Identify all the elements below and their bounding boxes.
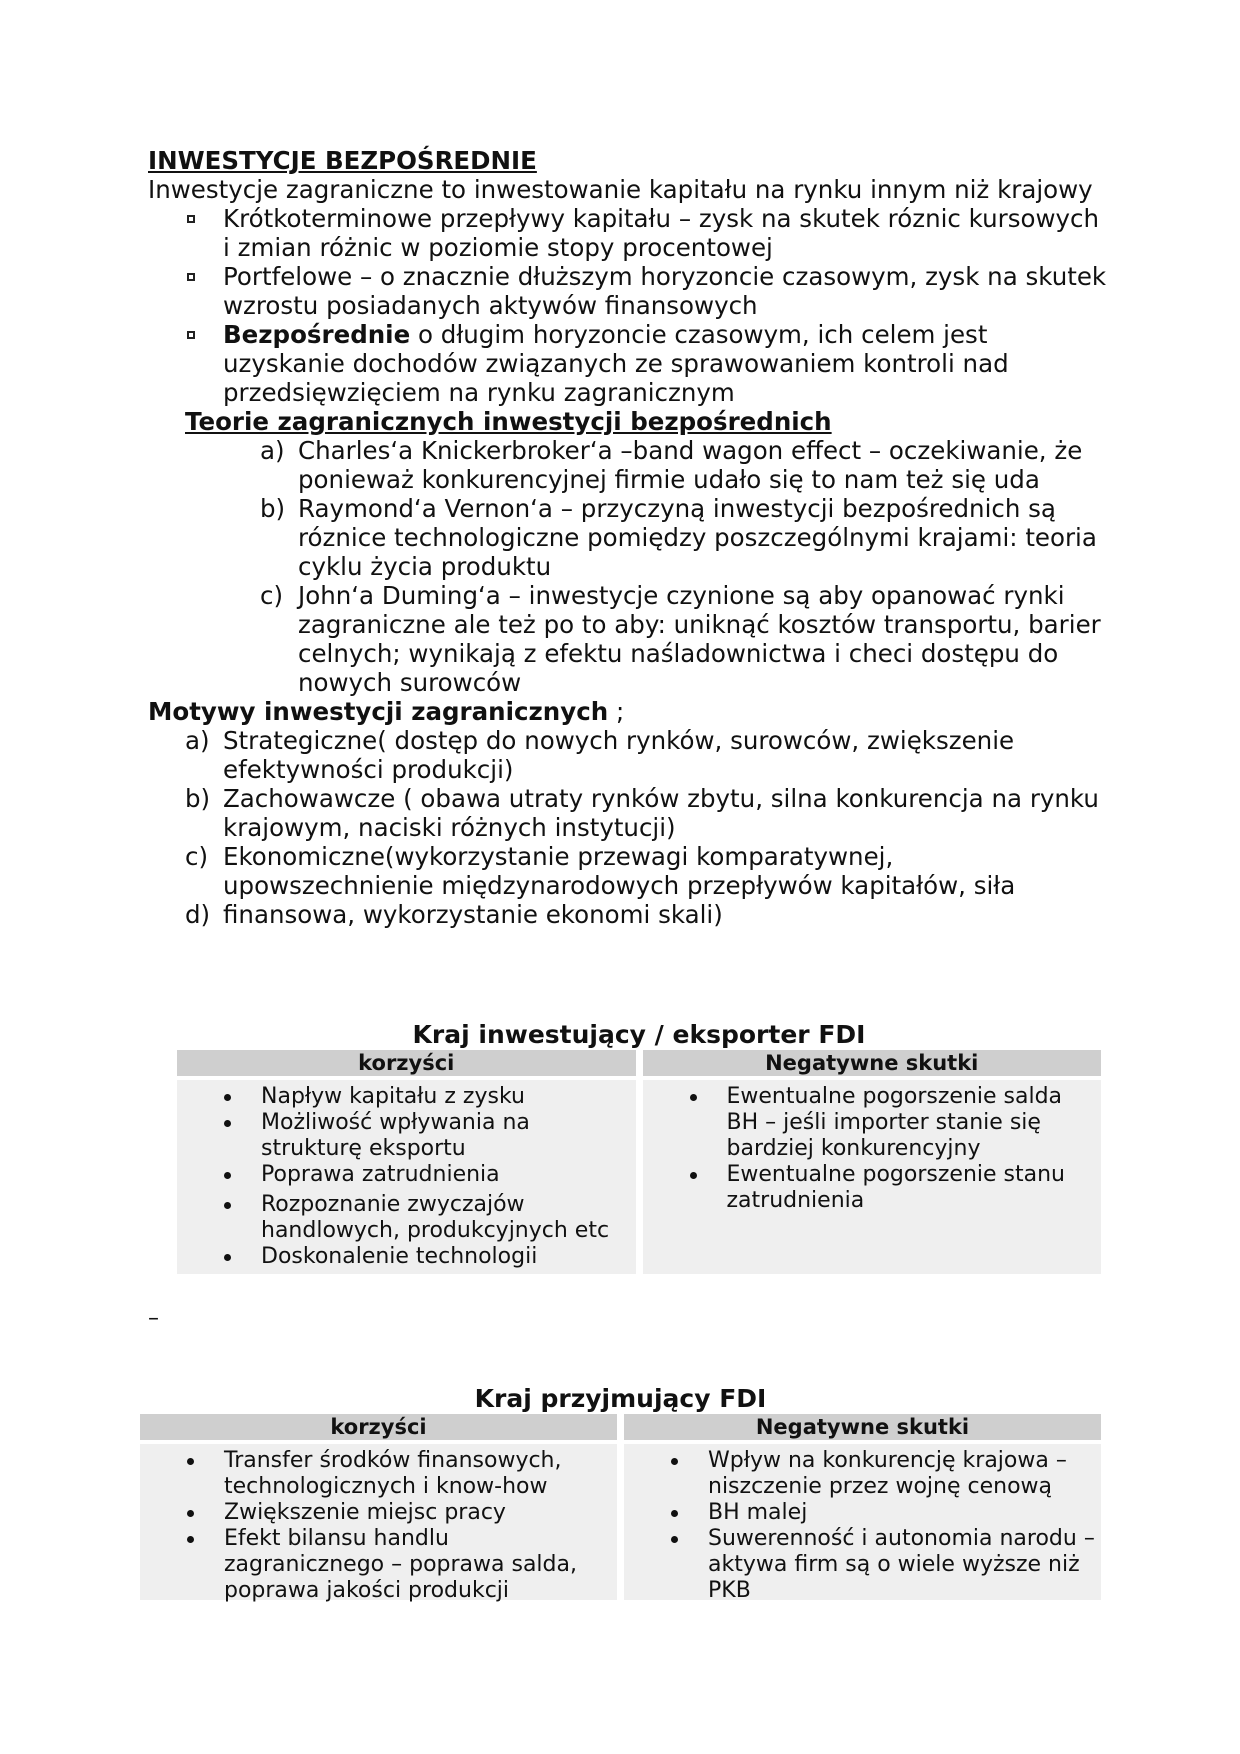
- negative-effects-column: [624, 1414, 1101, 1603]
- list-marker: b): [260, 494, 286, 523]
- list-item-text: Raymond‘a Vernon‘a – przyczyną inwestycji bezpośrednich są róznice technologiczne pomiędzy poszczególnymi krajami: teoria cyklu życia produktu: [298, 494, 1097, 581]
- motives-heading: [148, 697, 1108, 726]
- list-item: Efekt bilansu handlu zagranicznego – poprawa salda, poprawa jakości produkcji: [224, 1526, 613, 1604]
- list-item: Zwiększenie miejsc pracy: [224, 1500, 613, 1526]
- column-body: [624, 1444, 1101, 1603]
- column-body: [140, 1444, 617, 1603]
- list-item: [223, 262, 1108, 320]
- list-item: Suwerenność i autonomia narodu – aktywa firm są o wiele wyższe niż PKB: [708, 1526, 1097, 1604]
- table-title: Kraj przyjmujący FDI: [474, 1384, 767, 1413]
- list-item: Napływ kapitału z zysku: [261, 1084, 632, 1110]
- list-item: Ewentualne pogorszenie stanu zatrudnienia: [727, 1162, 1098, 1214]
- list-item-text: o długim horyzoncie czasowym, ich celem jest uzyskanie dochodów związanych ze sprawowaniem kontroli nad przedsięwzięciem na rynku zagranicznym: [223, 320, 1009, 407]
- list-item: [260, 581, 1108, 697]
- motives-list: [148, 726, 1108, 929]
- list-marker: c): [185, 842, 209, 871]
- list-item-text: Ekonomiczne(wykorzystanie przewagi komparatywnej, upowszechnienie międzynarodowych przepływów kapitałów, siła: [223, 842, 1016, 900]
- column-body: [177, 1080, 636, 1274]
- benefits-list: [177, 1084, 632, 1270]
- list-item-text: finansowa, wykorzystanie ekonomi skali): [223, 900, 723, 929]
- host-fdi-table: [140, 1384, 1101, 1603]
- exporter-fdi-table: [177, 1020, 1101, 1274]
- list-item: [185, 842, 1108, 900]
- benefits-column: [177, 1050, 636, 1274]
- list-item-bold: Bezpośrednie: [223, 320, 411, 349]
- list-item: [185, 900, 1108, 929]
- list-item: Rozpoznanie zwyczajów handlowych, produkcyjnych etc: [261, 1192, 632, 1244]
- benefits-list: [140, 1448, 613, 1604]
- theories-list: [148, 436, 1108, 697]
- negative-effects-list: [624, 1448, 1097, 1604]
- table: [140, 1414, 1101, 1603]
- intro-paragraph: Inwestycje zagraniczne to inwestowanie kapitału na rynku innym niż krajowy: [148, 175, 1093, 204]
- list-item-text: Zachowawcze ( obawa utraty rynków zbytu, silna konkurencja na rynku krajowym, naciski różnych instytucji): [223, 784, 1099, 842]
- list-item-text: Strategiczne( dostęp do nowych rynków, surowców, zwiększenie efektywności produkcji): [223, 726, 1015, 784]
- list-item: Poprawa zatrudnienia: [261, 1162, 632, 1188]
- list-item: Doskonalenie technologii: [261, 1244, 632, 1270]
- document-body: [148, 146, 1108, 929]
- column-header: Negatywne skutki: [624, 1414, 1101, 1440]
- theories-heading: Teorie zagranicznych inwestycji bezpośrednich: [185, 407, 832, 436]
- column-body: [643, 1080, 1102, 1274]
- list-marker: d): [185, 900, 211, 929]
- motives-heading-suffix: ;: [608, 697, 625, 726]
- column-header: korzyści: [177, 1050, 636, 1076]
- benefits-column: [140, 1414, 617, 1603]
- list-marker: a): [185, 726, 210, 755]
- table-title: Kraj inwestujący / eksporter FDI: [412, 1020, 866, 1049]
- page-title: INWESTYCJE BEZPOŚREDNIE: [148, 146, 537, 175]
- list-item-text: Krótkoterminowe przepływy kapitału – zysk na skutek róznic kursowych i zmian różnic w poziomie stopy procentowej: [223, 204, 1099, 262]
- negative-effects-column: [643, 1050, 1102, 1274]
- list-item: [223, 320, 1108, 407]
- list-marker: b): [185, 784, 211, 813]
- list-item: Wpływ na konkurencję krajowa – niszczenie przez wojnę cenową: [708, 1448, 1097, 1500]
- column-header: korzyści: [140, 1414, 617, 1440]
- list-item: [260, 436, 1108, 494]
- list-item: Transfer środków finansowych, technologicznych i know-how: [224, 1448, 613, 1500]
- negative-effects-list: [643, 1084, 1098, 1214]
- motives-heading-text: Motywy inwestycji zagranicznych: [148, 697, 609, 726]
- list-marker: c): [260, 581, 284, 610]
- list-item-text: Portfelowe – o znacznie dłuższym horyzoncie czasowym, zysk na skutek wzrostu posiadanych aktywów finansowych: [223, 262, 1107, 320]
- list-item: [223, 204, 1108, 262]
- list-item: Możliwość wpływania na strukturę eksportu: [261, 1110, 632, 1162]
- list-item: [185, 726, 1108, 784]
- list-item-text: John‘a Duming‘a – inwestycje czynione są aby opanować rynki zagraniczne ale też po to aby: uniknąć kosztów transportu, barier celnych; wynikają z efektu naśladownictwa i checi dostępu do nowych surowców: [298, 581, 1101, 697]
- table: [177, 1050, 1101, 1274]
- separator-dash: –: [148, 1306, 159, 1331]
- list-marker: a): [260, 436, 285, 465]
- column-header: Negatywne skutki: [643, 1050, 1102, 1076]
- list-item: BH malej: [708, 1500, 1097, 1526]
- list-item: [185, 784, 1108, 842]
- investment-types-list: [148, 204, 1108, 407]
- list-item-text: Charles‘a Knickerbroker‘a –band wagon effect – oczekiwanie, że ponieważ konkurencyjnej firmie udało się to nam też się uda: [298, 436, 1083, 494]
- list-item: Ewentualne pogorszenie salda BH – jeśli importer stanie się bardziej konkurencyjny: [727, 1084, 1098, 1162]
- list-item: [260, 494, 1108, 581]
